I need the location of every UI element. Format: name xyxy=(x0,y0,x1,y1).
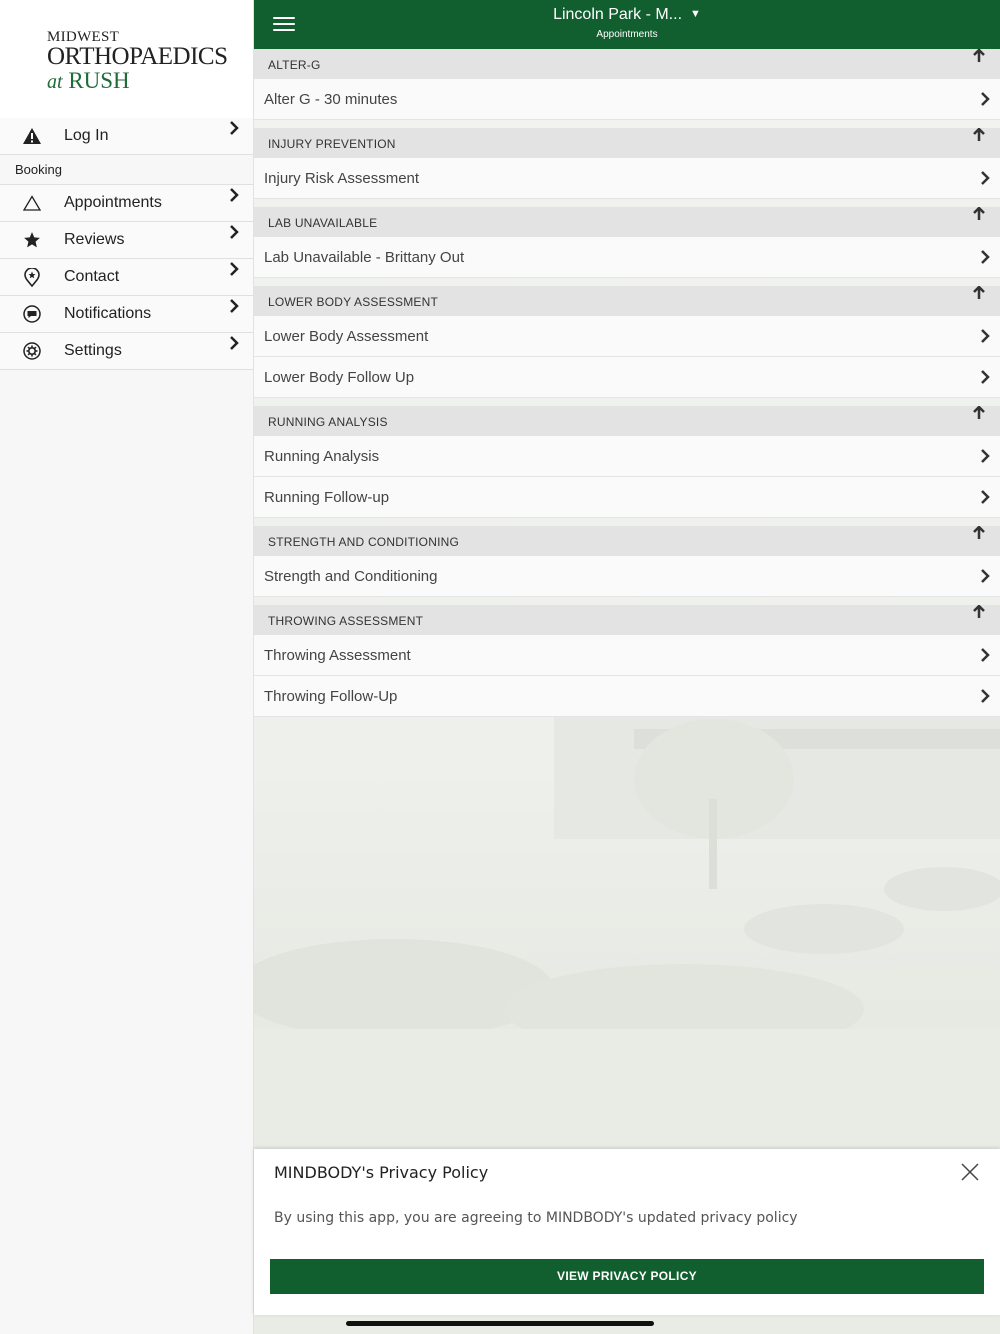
privacy-policy-banner xyxy=(254,1149,1000,1315)
sidebar-item-appointments[interactable] xyxy=(0,185,253,222)
list-item-label: Lab Unavailable - Brittany Out xyxy=(264,249,465,266)
arrow-up-icon[interactable] xyxy=(972,207,986,226)
spacer xyxy=(254,278,1000,286)
sidebar-item-reviews[interactable] xyxy=(0,222,253,259)
list-item-label: Alter G - 30 minutes xyxy=(264,91,398,108)
logo-line-3-prefix: at xyxy=(47,71,63,93)
category-label: THROWING ASSESSMENT xyxy=(268,614,424,628)
banner-message: By using this app, you are agreeing to MINDBODY's updated privacy policy xyxy=(274,1210,798,1226)
list-item-label: Lower Body Assessment xyxy=(264,328,429,345)
sidebar-item-label: Log In xyxy=(64,127,109,144)
chevron-right-icon xyxy=(980,370,990,389)
logo-line-1: MIDWEST xyxy=(47,29,120,45)
arrow-up-icon[interactable] xyxy=(972,406,986,425)
list-item[interactable] xyxy=(254,477,1000,518)
list-item[interactable] xyxy=(254,635,1000,676)
gear-icon xyxy=(0,342,64,360)
spacer xyxy=(254,597,1000,605)
category-label: INJURY PREVENTION xyxy=(268,137,396,151)
sidebar-item-notifications[interactable] xyxy=(0,296,253,333)
list-item[interactable] xyxy=(254,357,1000,398)
list-item-label: Throwing Follow-Up xyxy=(264,688,398,705)
category-header-alter-g[interactable] xyxy=(254,49,1000,79)
arrow-up-icon[interactable] xyxy=(972,49,986,68)
brand-logo xyxy=(0,0,253,118)
list-item[interactable] xyxy=(254,676,1000,717)
sidebar-item-label: Settings xyxy=(64,342,122,359)
list-item[interactable] xyxy=(254,79,1000,120)
triangle-outline-icon xyxy=(0,195,64,211)
logo-line-2: ORTHOPAEDICS xyxy=(47,43,228,70)
category-label: STRENGTH AND CONDITIONING xyxy=(268,535,460,549)
spacer xyxy=(254,518,1000,526)
chevron-right-icon xyxy=(229,336,239,355)
category-header-lab-unavailable[interactable] xyxy=(254,207,1000,237)
chevron-right-icon xyxy=(980,569,990,588)
category-list xyxy=(254,49,1000,717)
category-header-strength-and-conditioning[interactable] xyxy=(254,526,1000,556)
chevron-right-icon xyxy=(980,449,990,468)
sidebar-item-login[interactable] xyxy=(0,118,253,155)
sidebar-item-label: Appointments xyxy=(64,194,162,211)
list-item[interactable] xyxy=(254,158,1000,199)
home-indicator[interactable] xyxy=(346,1321,654,1326)
category-label: LOWER BODY ASSESSMENT xyxy=(268,295,439,309)
chevron-right-icon xyxy=(229,299,239,318)
banner-title: MINDBODY's Privacy Policy xyxy=(274,1163,489,1182)
category-header-lower-body-assessment[interactable] xyxy=(254,286,1000,316)
category-header-running-analysis[interactable] xyxy=(254,406,1000,436)
page-subtitle: Appointments xyxy=(596,29,658,40)
chevron-right-icon xyxy=(980,648,990,667)
category-label: RUNNING ANALYSIS xyxy=(268,415,388,429)
chevron-right-icon xyxy=(980,329,990,348)
arrow-up-icon[interactable] xyxy=(972,128,986,147)
chevron-right-icon xyxy=(980,92,990,111)
close-icon[interactable] xyxy=(959,1161,981,1183)
chevron-right-icon xyxy=(980,689,990,708)
sidebar-item-settings[interactable] xyxy=(0,333,253,370)
category-label: ALTER-G xyxy=(268,58,321,72)
list-item[interactable] xyxy=(254,436,1000,477)
list-item-label: Throwing Assessment xyxy=(264,647,411,664)
sidebar-item-label: Notifications xyxy=(64,305,152,322)
logo-line-3 xyxy=(47,70,253,93)
chevron-right-icon xyxy=(229,121,239,140)
caret-down-icon: ▼ xyxy=(690,8,701,20)
warning-icon xyxy=(0,128,64,144)
list-item-label: Injury Risk Assessment xyxy=(264,170,420,187)
spacer xyxy=(254,120,1000,128)
appointments-list[interactable] xyxy=(254,49,1000,1334)
chevron-right-icon xyxy=(980,490,990,509)
map-pin-icon xyxy=(0,268,64,287)
list-item-label: Strength and Conditioning xyxy=(264,568,438,585)
arrow-up-icon[interactable] xyxy=(972,605,986,624)
top-bar xyxy=(254,0,1000,49)
location-selector[interactable] xyxy=(254,6,1000,24)
chevron-right-icon xyxy=(229,225,239,244)
view-privacy-policy-button[interactable]: VIEW PRIVACY POLICY xyxy=(270,1259,984,1294)
location-title: Lincoln Park - M... xyxy=(553,6,683,23)
category-label: LAB UNAVAILABLE xyxy=(268,216,378,230)
list-item[interactable] xyxy=(254,316,1000,357)
spacer xyxy=(254,199,1000,207)
section-label-booking: Booking xyxy=(0,155,253,185)
chevron-right-icon xyxy=(229,262,239,281)
sidebar xyxy=(0,0,254,1334)
list-item-label: Running Follow-up xyxy=(264,489,390,506)
list-item[interactable] xyxy=(254,556,1000,597)
star-icon xyxy=(0,231,64,249)
category-header-throwing-assessment[interactable] xyxy=(254,605,1000,635)
logo-line-3-text: RUSH xyxy=(68,68,130,93)
list-item-label: Running Analysis xyxy=(264,448,380,465)
list-item-label: Lower Body Follow Up xyxy=(264,369,415,386)
arrow-up-icon[interactable] xyxy=(972,526,986,545)
chevron-right-icon xyxy=(229,188,239,207)
chat-bubble-icon xyxy=(0,305,64,323)
sidebar-item-label: Contact xyxy=(64,268,120,285)
list-item[interactable] xyxy=(254,237,1000,278)
chevron-right-icon xyxy=(980,250,990,269)
sidebar-item-label: Reviews xyxy=(64,231,125,248)
arrow-up-icon[interactable] xyxy=(972,286,986,305)
spacer xyxy=(254,398,1000,406)
chevron-right-icon xyxy=(980,171,990,190)
category-header-injury-prevention[interactable] xyxy=(254,128,1000,158)
sidebar-item-contact[interactable] xyxy=(0,259,253,296)
